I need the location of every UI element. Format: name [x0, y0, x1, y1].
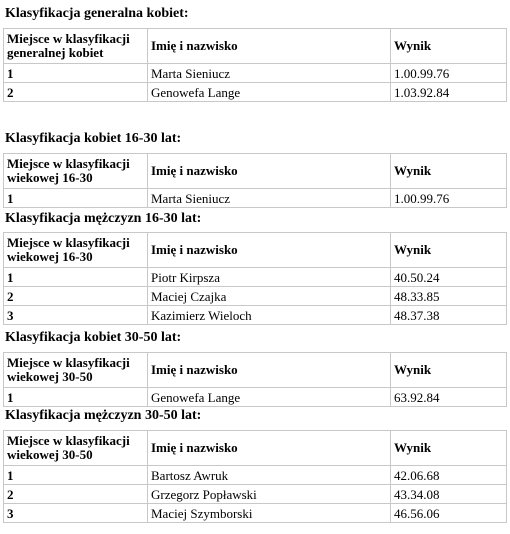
result-cell: 43.34.08	[391, 485, 507, 504]
section-title-women-16-30: Klasyfikacja kobiet 16-30 lat:	[5, 131, 182, 146]
name-cell: Bartosz Awruk	[148, 466, 391, 485]
place-column-header: Miejsce w klasyfikacji wiekowej 30-50	[4, 353, 148, 388]
section-title-women-30-50: Klasyfikacja kobiet 30-50 lat:	[5, 330, 182, 345]
name-cell: Grzegorz Popławski	[148, 485, 391, 504]
results-table-women-30-50	[3, 352, 507, 407]
result-column-header: Wynik	[391, 431, 507, 466]
place-column-header: Miejsce w klasyfikacji wiekowej 16-30	[4, 154, 148, 189]
name-column-header: Imię i nazwisko	[148, 233, 391, 268]
results-table-men-16-30	[3, 232, 507, 325]
table-header-row	[4, 431, 507, 466]
result-cell: 48.37.38	[391, 306, 507, 325]
results-table-women-16-30	[3, 153, 507, 208]
section-title-general-women: Klasyfikacja generalna kobiet:	[5, 6, 189, 21]
table-row	[4, 287, 507, 306]
place-column-header: Miejsce w klasyfikacji wiekowej 16-30	[4, 233, 148, 268]
table-header-row	[4, 353, 507, 388]
result-cell: 63.92.84	[391, 388, 507, 407]
table-row	[4, 485, 507, 504]
table-row	[4, 466, 507, 485]
place-cell: 3	[4, 306, 148, 325]
table-header-row	[4, 233, 507, 268]
result-column-header: Wynik	[391, 233, 507, 268]
name-cell: Marta Sieniucz	[148, 189, 391, 208]
place-cell: 1	[4, 388, 148, 407]
table-row	[4, 504, 507, 523]
place-cell: 1	[4, 268, 148, 287]
name-cell: Maciej Czajka	[148, 287, 391, 306]
table-row	[4, 388, 507, 407]
section-title-men-30-50: Klasyfikacja mężczyzn 30-50 lat:	[5, 408, 202, 423]
table-header-row	[4, 29, 507, 64]
result-column-header: Wynik	[391, 29, 507, 64]
place-cell: 2	[4, 83, 148, 102]
place-column-header: Miejsce w klasyfikacji generalnej kobiet	[4, 29, 148, 64]
result-cell: 42.06.68	[391, 466, 507, 485]
place-cell: 1	[4, 64, 148, 83]
result-column-header: Wynik	[391, 353, 507, 388]
place-cell: 2	[4, 485, 148, 504]
table-row	[4, 189, 507, 208]
name-cell: Genowefa Lange	[148, 388, 391, 407]
result-cell: 46.56.06	[391, 504, 507, 523]
name-column-header: Imię i nazwisko	[148, 353, 391, 388]
name-cell: Marta Sieniucz	[148, 64, 391, 83]
place-cell: 1	[4, 466, 148, 485]
table-row	[4, 64, 507, 83]
result-cell: 40.50.24	[391, 268, 507, 287]
results-table-men-30-50	[3, 430, 507, 523]
result-cell: 1.00.99.76	[391, 64, 507, 83]
result-cell: 1.00.99.76	[391, 189, 507, 208]
place-cell: 3	[4, 504, 148, 523]
name-cell: Piotr Kirpsza	[148, 268, 391, 287]
section-title-men-16-30: Klasyfikacja mężczyzn 16-30 lat:	[5, 211, 202, 226]
table-row	[4, 83, 507, 102]
table-row	[4, 306, 507, 325]
name-cell: Kazimierz Wieloch	[148, 306, 391, 325]
name-cell: Genowefa Lange	[148, 83, 391, 102]
results-table-general-women	[3, 28, 507, 102]
table-header-row	[4, 154, 507, 189]
result-column-header: Wynik	[391, 154, 507, 189]
name-column-header: Imię i nazwisko	[148, 29, 391, 64]
place-cell: 2	[4, 287, 148, 306]
result-cell: 48.33.85	[391, 287, 507, 306]
place-column-header: Miejsce w klasyfikacji wiekowej 30-50	[4, 431, 148, 466]
name-column-header: Imię i nazwisko	[148, 431, 391, 466]
name-column-header: Imię i nazwisko	[148, 154, 391, 189]
table-row	[4, 268, 507, 287]
place-cell: 1	[4, 189, 148, 208]
result-cell: 1.03.92.84	[391, 83, 507, 102]
name-cell: Maciej Szymborski	[148, 504, 391, 523]
